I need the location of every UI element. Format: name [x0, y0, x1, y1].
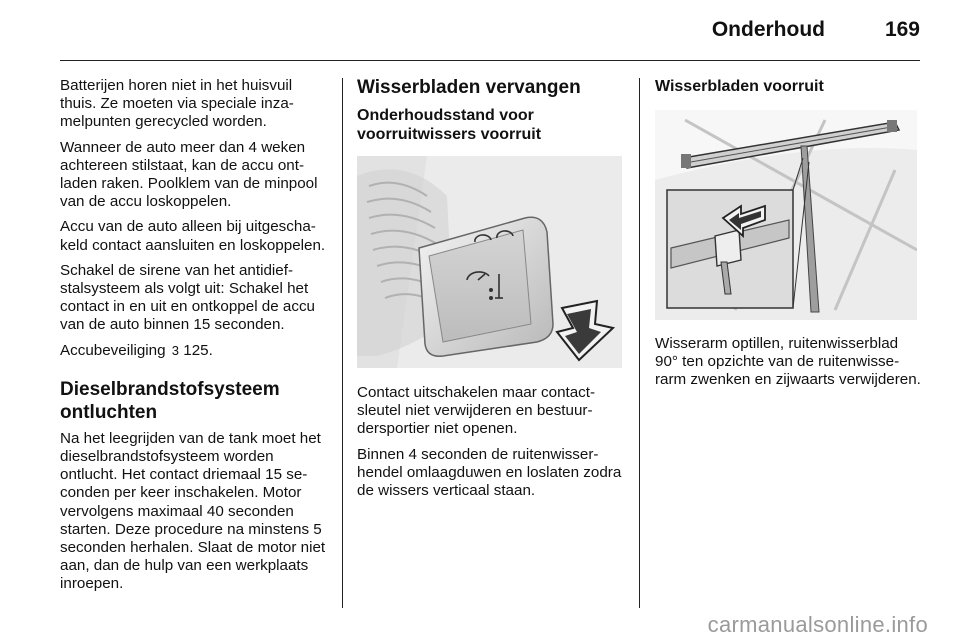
page-number: 169 [884, 18, 920, 41]
subheading-windscreen-blades: Wisserbladen voorruit [655, 78, 824, 95]
paragraph-ignition-off: Contact uitschakelen maar contactsleutel niet verwijderen en bestuurdersportier niet openen. [357, 384, 596, 438]
column-1 [60, 77, 330, 601]
paragraph-alarm-siren: Schakel de sirene van het antidiefstalsysteem als volgt uit: Schakel het contact in en uit en ontkoppel de accu van de auto binnen 15 seconden. [60, 261, 315, 334]
column-2 [357, 77, 625, 507]
paragraph-remove-blade: Wisserarm optillen, ruitenwisserblad 90° ten opzichte van de ruitenwisserarm zwenken en zijwaarts verwijderen. [655, 335, 921, 389]
paragraph-battery-recycling: Batterijen horen niet in het huisvuil thuis. Ze moeten via speciale inzamelpunten gerecycled worden. [60, 77, 294, 131]
section-heading-diesel: Dieselbrandstofsysteem ontluchten [60, 378, 280, 423]
subheading-service-position: Onderhoudsstand voor voorruitwissers voorruit [357, 107, 542, 143]
reference-text: Accubeveiliging [60, 341, 166, 359]
chapter-title: Onderhoud [711, 18, 825, 41]
reference-page[interactable]: 125. [183, 341, 213, 359]
section-heading-wiper: Wisserbladen vervangen [357, 77, 581, 98]
paragraph-diesel-bleeding: Na het leegrijden van de tank moet het dieselbrandstofsysteem worden ontlucht. Het contact driemaal 15 seconden per keer inschakelen. Motor vervolgens maximaal 40 seconden starten. Deze procedure na minstens 5 seconden herhalen. Slaat de motor niet aan, dan de hulp van een werkplaats inroepen. [60, 429, 326, 593]
paragraph-battery-storage: Wanneer de auto meer dan 4 weken achtereen stilstaat, kan de accu ontladen raken. Poolklem van de minpool van de accu loskoppelen. [60, 138, 318, 211]
wiper-lever-illustration [357, 156, 622, 368]
column-divider-1 [342, 78, 343, 608]
watermark: carmanualsonline.info [707, 612, 928, 637]
column-3 [655, 77, 923, 397]
wiper-blade-illustration [655, 110, 917, 320]
page-reference-icon: 3 [171, 342, 180, 358]
paragraph-battery-reference [60, 342, 330, 360]
paragraph-lever-push: Binnen 4 seconden de ruitenwisserhendel omlaagduwen en loslaten zodra de wissers verticaal staan. [357, 445, 622, 500]
paragraph-battery-connect: Accu van de auto alleen bij uitgeschakeld contact aansluiten en loskoppelen. [60, 218, 326, 254]
header-rule [60, 60, 920, 61]
column-divider-2 [639, 78, 640, 608]
